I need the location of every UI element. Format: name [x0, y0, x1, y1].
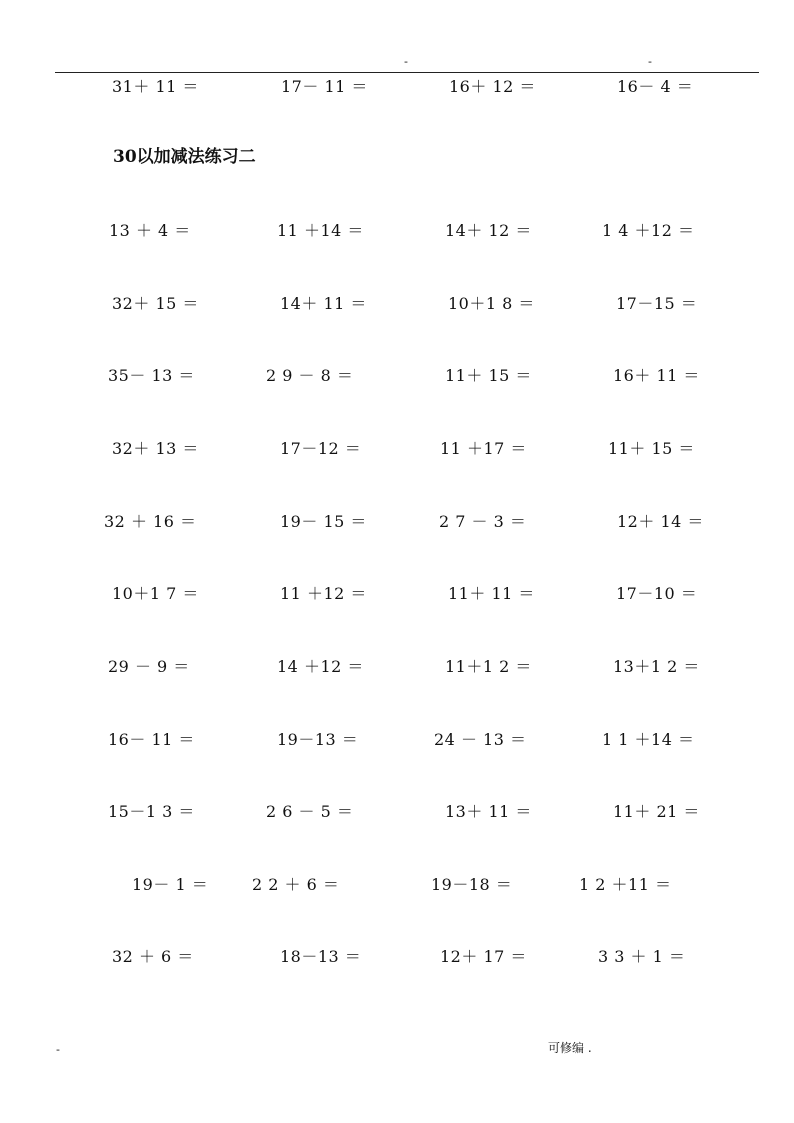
problem: 19－13 ＝: [277, 730, 359, 749]
problem: 2 9 － 8 ＝: [266, 366, 354, 385]
problem: 11＋1 2 ＝: [445, 657, 532, 676]
problem: 16＋ 11 ＝: [613, 366, 700, 385]
problem: 12＋ 17 ＝: [440, 947, 527, 966]
problem: 10＋1 8 ＝: [448, 294, 535, 313]
problem: 24 － 13 ＝: [434, 730, 527, 749]
problem: 1 1 ＋14 ＝: [602, 730, 695, 749]
header-mark-left: -: [404, 55, 408, 68]
problem: 32 ＋ 6 ＝: [112, 947, 194, 966]
problem: 11 ＋17 ＝: [440, 439, 527, 458]
problem: 11＋ 11 ＝: [448, 584, 535, 603]
problem: 13＋1 2 ＝: [613, 657, 700, 676]
problem: 32＋ 15 ＝: [112, 294, 199, 313]
problem: 32 ＋ 16 ＝: [104, 512, 197, 531]
problem: 2 7 － 3 ＝: [439, 512, 527, 531]
problem: 19－ 15 ＝: [280, 512, 367, 531]
problem: 17－10 ＝: [616, 584, 698, 603]
problem: 2 6 － 5 ＝: [266, 802, 354, 821]
problem: 14 ＋12 ＝: [277, 657, 364, 676]
problem: 31＋ 11 ＝: [112, 77, 199, 96]
header-rule: [55, 72, 759, 73]
problem: 16＋ 12 ＝: [449, 77, 536, 96]
section-title: 30以加减法练习二: [113, 147, 256, 167]
problem: 10＋1 7 ＝: [112, 584, 199, 603]
problem: 29 － 9 ＝: [108, 657, 190, 676]
problem: 3 3 ＋ 1 ＝: [598, 947, 686, 966]
problem: 12＋ 14 ＝: [617, 512, 704, 531]
problem: 32＋ 13 ＝: [112, 439, 199, 458]
problem: 11 ＋12 ＝: [280, 584, 367, 603]
problem: 35－ 13 ＝: [108, 366, 195, 385]
problem: 17－15 ＝: [616, 294, 698, 313]
problem: 14＋ 11 ＝: [280, 294, 367, 313]
problem: 19－ 1 ＝: [132, 875, 209, 894]
problem: 19－18 ＝: [431, 875, 513, 894]
problem: 18－13 ＝: [280, 947, 362, 966]
problem: 16－ 11 ＝: [108, 730, 195, 749]
problem: 2 2 ＋ 6 ＝: [252, 875, 340, 894]
problem: 11＋ 15 ＝: [445, 366, 532, 385]
footer-dash: -: [56, 1043, 60, 1056]
problem: 1 4 ＋12 ＝: [602, 221, 695, 240]
problem: 17－ 11 ＝: [281, 77, 368, 96]
problem: 13 ＋ 4 ＝: [109, 221, 191, 240]
problem: 14＋ 12 ＝: [445, 221, 532, 240]
header-mark-right: -: [648, 55, 652, 68]
problem: 1 2 ＋11 ＝: [579, 875, 672, 894]
problem: 11＋ 21 ＝: [613, 802, 700, 821]
problem: 11 ＋14 ＝: [277, 221, 364, 240]
problem: 16－ 4 ＝: [617, 77, 694, 96]
problem: 13＋ 11 ＝: [445, 802, 532, 821]
problem: 17－12 ＝: [280, 439, 362, 458]
problem: 11＋ 15 ＝: [608, 439, 695, 458]
footer-text: 可修编 .: [548, 1041, 592, 1055]
problem: 15－1 3 ＝: [108, 802, 195, 821]
